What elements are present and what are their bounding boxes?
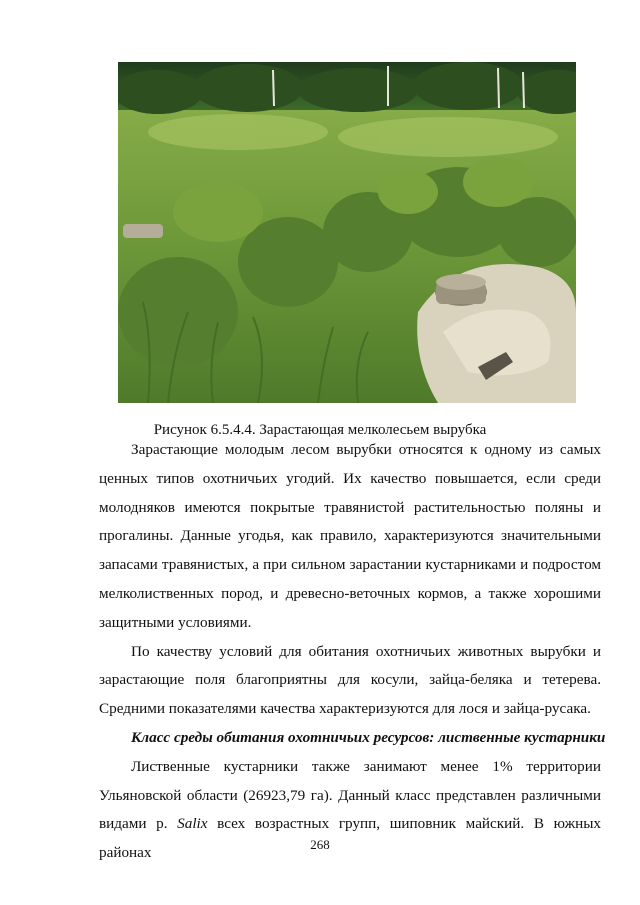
clearing-photo-drawing <box>118 62 576 403</box>
paragraph-shrubs-end: всех возрастных групп, шиповник майский. В южных районах <box>99 815 601 862</box>
paragraph-habitat-quality: По качеству условий для обитания охотничьих животных вырубки и зарастающие поля благоприятны для косули, зайца-беляка и тетерева. Средними показателями качества характеризуются для лося и зайца-русака. <box>99 642 601 718</box>
section-heading: Класс среды обитания охотничьих ресурсов: лиственные кустарники <box>131 728 606 746</box>
figure-caption: Рисунок 6.5.4.4. Зарастающая мелколесьем вырубка <box>153 422 487 438</box>
paragraph-cuttings: Зарастающие молодым лесом вырубки относятся к одному из самых ценных типов охотничьих угодий. Их качество повышается, если среди молодняков имеются покрытые травянистой растительностью поляны и прогалины. Данные угодья, как правило, характеризуются значительными запасами травянистых, а при сильном зарастании кустарниками и подростом мелколиственных пород, и древесно-веточных кормов, а также хорошими защитными условиями. <box>99 441 601 631</box>
page-number: 268 <box>310 837 330 852</box>
body-text <box>99 436 606 868</box>
genus-name: Salix <box>177 815 208 833</box>
clearing-photo <box>118 62 576 403</box>
paragraph-shrubs-start: Лиственные кустарники также занимают менее 1% территории Ульяновской области (26923,79 га). Данный класс представлен различными видами р. <box>99 757 601 833</box>
